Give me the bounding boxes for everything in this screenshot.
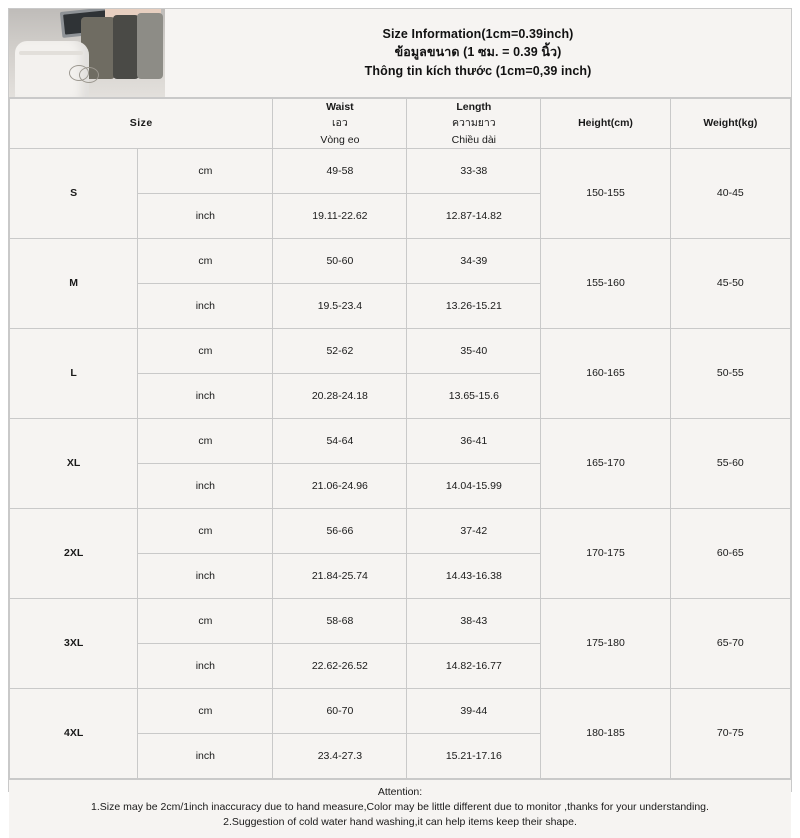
row-waist-cm: 52-62 [273,328,407,373]
row-length-inch: 15.21-17.16 [407,733,541,778]
attention-label: Attention: [377,785,423,798]
row-unit-inch: inch [138,553,273,598]
row-unit-cm: cm [138,148,273,193]
header-length-en: Length [456,101,492,113]
row-unit-cm: cm [138,418,273,463]
row-unit-cm: cm [138,238,273,283]
header-height: Height(cm) [541,99,670,149]
header-waist-en: Waist [326,101,354,113]
table-row [10,418,791,463]
row-weight: 45-50 [670,238,790,328]
header-waist-th: เอว [331,117,348,130]
row-weight: 50-55 [670,328,790,418]
row-waist-cm: 50-60 [273,238,407,283]
header-waist-vi: Vòng eo [320,133,360,146]
row-height: 160-165 [541,328,670,418]
row-waist-inch: 19.11-22.62 [273,193,407,238]
row-length-cm: 38-43 [407,598,541,643]
row-waist-cm: 60-70 [273,688,407,733]
row-unit-inch: inch [138,463,273,508]
header-length-vi: Chiều dài [451,133,497,146]
row-unit-inch: inch [138,733,273,778]
pants-black [113,15,139,79]
row-unit-cm: cm [138,328,273,373]
drawstring-loop-right [79,67,99,83]
table-header-row [10,99,791,149]
header-weight: Weight(kg) [670,99,790,149]
size-table [9,98,791,779]
row-length-cm: 37-42 [407,508,541,553]
row-length-inch: 14.04-15.99 [407,463,541,508]
table-row [10,238,791,283]
row-unit-inch: inch [138,643,273,688]
title-line-th: ข้อมูลขนาด (1 ซม. = 0.39 นิ้ว) [394,45,562,60]
pants-grey [137,13,163,79]
attention-line-2: 2.Suggestion of cold water hand washing,it can help items keep their shape. [223,816,577,829]
row-length-inch: 12.87-14.82 [407,193,541,238]
row-length-cm: 33-38 [407,148,541,193]
product-photo [9,9,165,97]
size-chart-sheet [8,8,792,829]
row-weight: 70-75 [670,688,790,778]
table-row [10,148,791,193]
table-row [10,598,791,643]
header-size: Size [10,99,273,149]
row-length-cm: 36-41 [407,418,541,463]
title-block [165,9,791,97]
title-line-en: Size Information(1cm=0.39inch) [382,26,574,41]
row-waist-cm: 56-66 [273,508,407,553]
row-length-cm: 39-44 [407,688,541,733]
row-size-label: 2XL [10,508,138,598]
row-height: 150-155 [541,148,670,238]
row-unit-cm: cm [138,688,273,733]
row-length-inch: 14.82-16.77 [407,643,541,688]
footer-notes [9,779,791,838]
header-length [407,99,541,149]
row-length-inch: 14.43-16.38 [407,553,541,598]
row-unit-inch: inch [138,193,273,238]
row-weight: 55-60 [670,418,790,508]
table-row [10,328,791,373]
row-unit-inch: inch [138,373,273,418]
row-size-label: 4XL [10,688,138,778]
row-height: 170-175 [541,508,670,598]
header-waist [273,99,407,149]
row-waist-inch: 19.5-23.4 [273,283,407,328]
title-line-vi: Thông tin kích thước (1cm=0,39 inch) [364,63,592,78]
row-size-label: M [10,238,138,328]
row-height: 165-170 [541,418,670,508]
header-length-th: ความยาว [452,117,496,130]
row-length-inch: 13.65-15.6 [407,373,541,418]
row-waist-inch: 22.62-26.52 [273,643,407,688]
chart-header [9,9,791,98]
row-length-cm: 34-39 [407,238,541,283]
row-weight: 60-65 [670,508,790,598]
row-height: 175-180 [541,598,670,688]
row-weight: 40-45 [670,148,790,238]
table-row [10,688,791,733]
row-unit-cm: cm [138,598,273,643]
row-length-inch: 13.26-15.21 [407,283,541,328]
row-size-label: XL [10,418,138,508]
row-height: 155-160 [541,238,670,328]
row-size-label: S [10,148,138,238]
row-size-label: 3XL [10,598,138,688]
row-waist-cm: 58-68 [273,598,407,643]
row-waist-cm: 49-58 [273,148,407,193]
row-waist-inch: 21.84-25.74 [273,553,407,598]
row-height: 180-185 [541,688,670,778]
table-row [10,508,791,553]
row-waist-inch: 23.4-27.3 [273,733,407,778]
row-waist-cm: 54-64 [273,418,407,463]
row-waist-inch: 20.28-24.18 [273,373,407,418]
row-length-cm: 35-40 [407,328,541,373]
row-size-label: L [10,328,138,418]
row-waist-inch: 21.06-24.96 [273,463,407,508]
row-weight: 65-70 [670,598,790,688]
row-unit-cm: cm [138,508,273,553]
row-unit-inch: inch [138,283,273,328]
attention-line-1: 1.Size may be 2cm/1inch inaccuracy due to hand measure,Color may be little different due to monitor ,thanks for your understanding. [91,800,709,813]
